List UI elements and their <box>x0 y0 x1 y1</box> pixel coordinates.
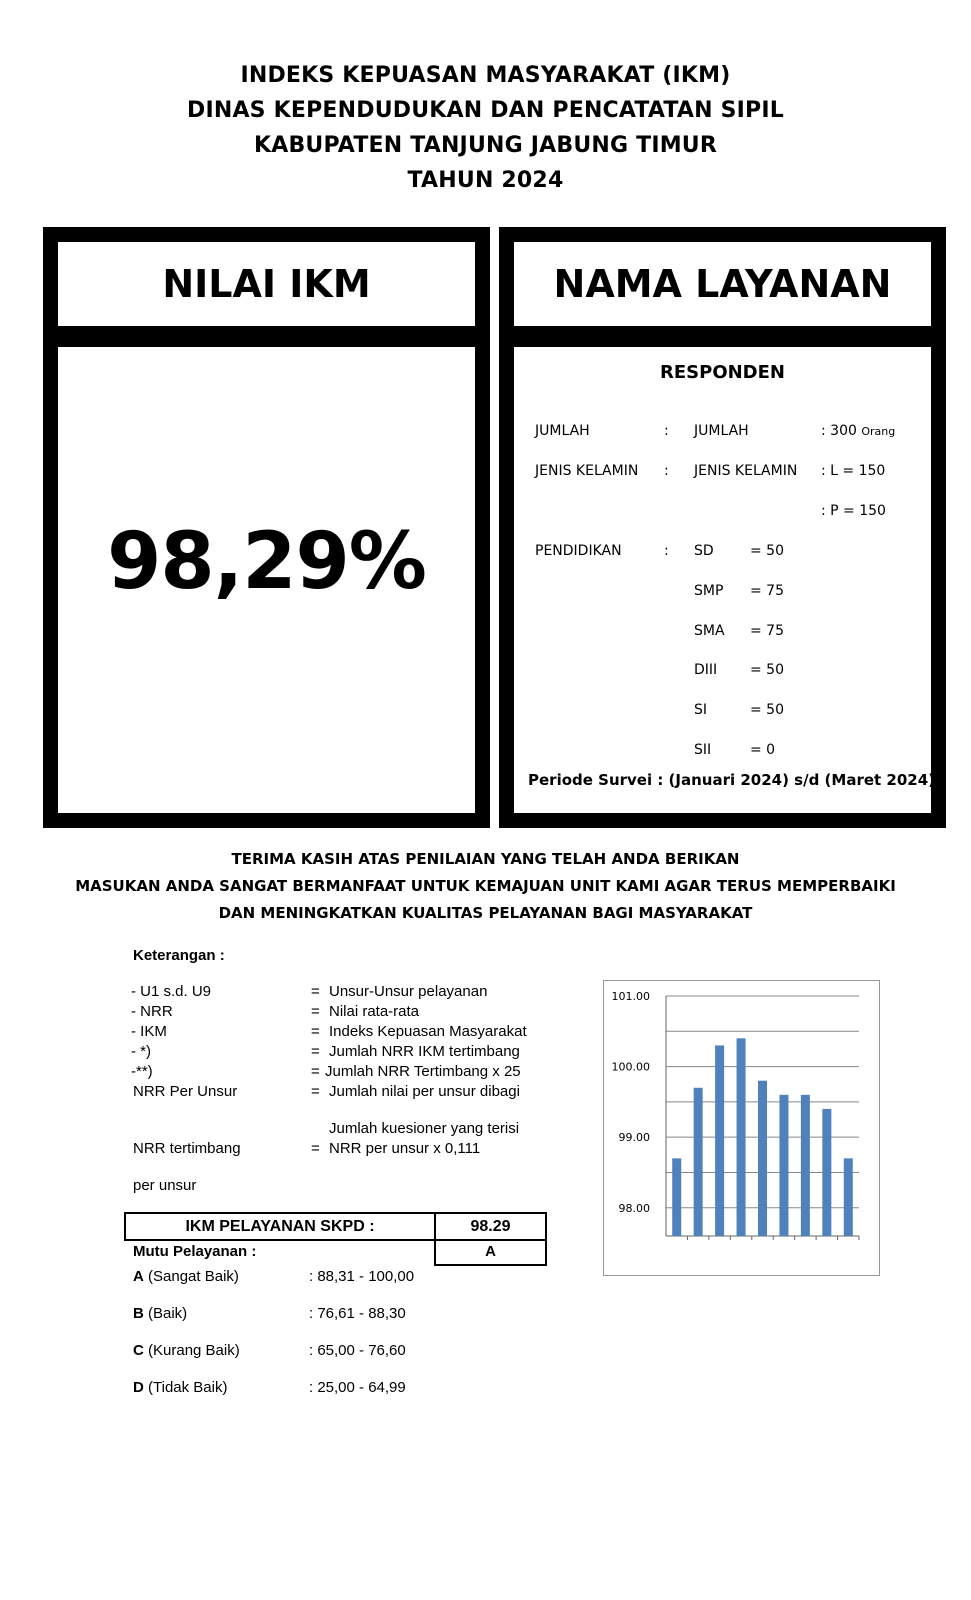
jenis-kelamin-label: JENIS KELAMIN <box>535 463 639 479</box>
keterangan-term: - *) <box>131 1043 151 1060</box>
ikm-skpd-label-cell <box>124 1212 436 1241</box>
pendidikan-level: SMA <box>694 623 725 639</box>
nama-layanan-header <box>511 239 934 329</box>
nrr-tertimbang-desc: NRR per unsur x 0,111 <box>329 1140 481 1157</box>
mutu-item-d <box>133 1379 227 1396</box>
title-line-1: INDEKS KEPUASAN MASYARAKAT (IKM) <box>240 63 731 88</box>
pendidikan-level: DIII <box>694 662 718 678</box>
keterangan-term: - U1 s.d. U9 <box>131 983 212 1000</box>
bar <box>672 1158 681 1236</box>
bar <box>779 1095 788 1236</box>
pendidikan-count: = 75 <box>750 583 784 599</box>
jumlah-value <box>821 423 895 439</box>
ikm-skpd-label: IKM PELAYANAN SKPD : <box>185 1217 375 1235</box>
mutu-range: : 88,31 - 100,00 <box>309 1268 415 1285</box>
nrr-per-unsur-chart <box>603 980 880 1276</box>
keterangan-term: - IKM <box>131 1023 167 1040</box>
nilai-ikm-body <box>55 344 478 816</box>
keterangan-title: Keterangan : <box>133 947 225 964</box>
mutu-item-c <box>133 1342 240 1359</box>
keterangan-eq: = <box>311 1063 320 1080</box>
keterangan-eq: = <box>311 1083 320 1100</box>
mutu-grade: C <box>133 1342 144 1359</box>
keterangan-desc: Unsur-Unsur pelayanan <box>329 983 488 1000</box>
responden-panel <box>511 344 934 816</box>
nilai-ikm-header <box>55 239 478 329</box>
nama-layanan-title: NAMA LAYANAN <box>553 262 892 306</box>
keterangan-term: NRR Per Unsur <box>133 1083 238 1100</box>
thanks-message <box>0 846 971 927</box>
mutu-item-b <box>133 1305 187 1322</box>
jumlah-label-2: JUMLAH <box>694 423 749 439</box>
pendidikan-colon: : <box>664 543 669 559</box>
nilai-ikm-title: NILAI IKM <box>162 262 371 306</box>
keterangan-desc: Jumlah NRR IKM tertimbang <box>329 1043 520 1060</box>
keterangan-eq: = <box>311 1003 320 1020</box>
bar <box>715 1045 724 1236</box>
mutu-range: : 25,00 - 64,99 <box>309 1379 406 1396</box>
bar <box>737 1038 746 1236</box>
pendidikan-count: = 75 <box>750 623 784 639</box>
nilai-ikm-box <box>43 227 490 828</box>
keterangan-term: -**) <box>131 1063 153 1080</box>
mutu-desc: (Tidak Baik) <box>143 1379 228 1396</box>
nrr-tertimbang-eq: = <box>311 1140 320 1157</box>
mutu-grade: B <box>133 1305 144 1322</box>
bar <box>822 1109 831 1236</box>
pendidikan-count: = 50 <box>750 543 784 559</box>
keterangan-desc: Indeks Kepuasan Masyarakat <box>329 1023 527 1040</box>
pendidikan-level: SI <box>694 702 708 718</box>
responden-title: RESPONDEN <box>660 362 785 383</box>
thanks-line-1: TERIMA KASIH ATAS PENILAIAN YANG TELAH ANDA BERIKAN <box>231 850 740 868</box>
pendidikan-count: = 50 <box>750 662 784 678</box>
jumlah-unit: Orang <box>861 425 896 438</box>
jumlah-colon: : <box>664 423 669 439</box>
mutu-grade: D <box>133 1379 144 1396</box>
title-line-2: DINAS KEPENDUDUKAN DAN PENCATATAN SIPIL <box>187 98 784 123</box>
mutu-desc: (Sangat Baik) <box>143 1268 239 1285</box>
keterangan-desc: Jumlah nilai per unsur dibagi <box>329 1083 520 1100</box>
mutu-item-a <box>133 1268 239 1285</box>
nrr-tertimbang-term: NRR tertimbang <box>133 1140 241 1157</box>
jumlah-label: JUMLAH <box>535 423 590 439</box>
nilai-ikm-value: 98,29% <box>107 517 426 607</box>
y-tick-label: 100.00 <box>611 1060 650 1074</box>
title-line-3: KABUPATEN TANJUNG JABUNG TIMUR <box>253 133 717 158</box>
thanks-line-2: MASUKAN ANDA SANGAT BERMANFAAT UNTUK KEMAJUAN UNIT KAMI AGAR TERUS MEMPERBAIKI <box>75 877 896 895</box>
mutu-pelayanan-value: A <box>485 1243 496 1260</box>
jenis-kelamin-l: : L = 150 <box>821 463 886 479</box>
jenis-kelamin-p: : P = 150 <box>821 503 886 519</box>
keterangan-term: - NRR <box>131 1003 173 1020</box>
periode-survei: Periode Survei : (Januari 2024) s/d (Maret 2024) <box>528 771 936 789</box>
ikm-skpd-value: 98.29 <box>470 1217 511 1235</box>
jenis-kelamin-colon: : <box>664 463 669 479</box>
mutu-desc: (Baik) <box>143 1305 188 1322</box>
keterangan-desc-cont: Jumlah kuesioner yang terisi <box>329 1120 520 1137</box>
y-tick-label: 98.00 <box>618 1201 650 1215</box>
y-tick-label: 99.00 <box>618 1131 650 1145</box>
keterangan-eq: = <box>311 983 320 1000</box>
keterangan-desc: Nilai rata-rata <box>329 1003 420 1020</box>
mutu-grade: A <box>133 1268 144 1285</box>
jumlah-number: : 300 <box>821 423 857 439</box>
pendidikan-level: SII <box>694 742 712 758</box>
title-line-4: TAHUN 2024 <box>407 168 564 193</box>
nama-layanan-box <box>499 227 946 828</box>
chart-svg <box>604 981 879 1275</box>
mutu-range: : 76,61 - 88,30 <box>309 1305 406 1322</box>
mutu-pelayanan-label: Mutu Pelayanan : <box>133 1243 257 1260</box>
mutu-range: : 65,00 - 76,60 <box>309 1342 406 1359</box>
document-title <box>0 58 971 198</box>
jenis-kelamin-label-2: JENIS KELAMIN <box>694 463 798 479</box>
pendidikan-level: SD <box>694 543 714 559</box>
bar <box>694 1088 703 1236</box>
keterangan-desc: Jumlah NRR Tertimbang x 25 <box>325 1063 521 1080</box>
mutu-pelayanan-value-cell <box>434 1239 547 1266</box>
bar <box>801 1095 810 1236</box>
thanks-line-3: DAN MENINGKATKAN KUALITAS PELAYANAN BAGI MASYARAKAT <box>218 904 753 922</box>
keterangan-eq: = <box>311 1023 320 1040</box>
pendidikan-label: PENDIDIKAN <box>535 543 622 559</box>
ikm-skpd-value-cell <box>434 1212 547 1241</box>
per-unsur-label: per unsur <box>133 1177 197 1194</box>
mutu-desc: (Kurang Baik) <box>143 1342 240 1359</box>
bar <box>844 1158 853 1236</box>
bar <box>758 1081 767 1236</box>
y-tick-label: 101.00 <box>611 990 650 1003</box>
pendidikan-count: = 50 <box>750 702 784 718</box>
keterangan-eq: = <box>311 1043 320 1060</box>
pendidikan-count: = 0 <box>750 742 776 758</box>
pendidikan-level: SMP <box>694 583 724 599</box>
